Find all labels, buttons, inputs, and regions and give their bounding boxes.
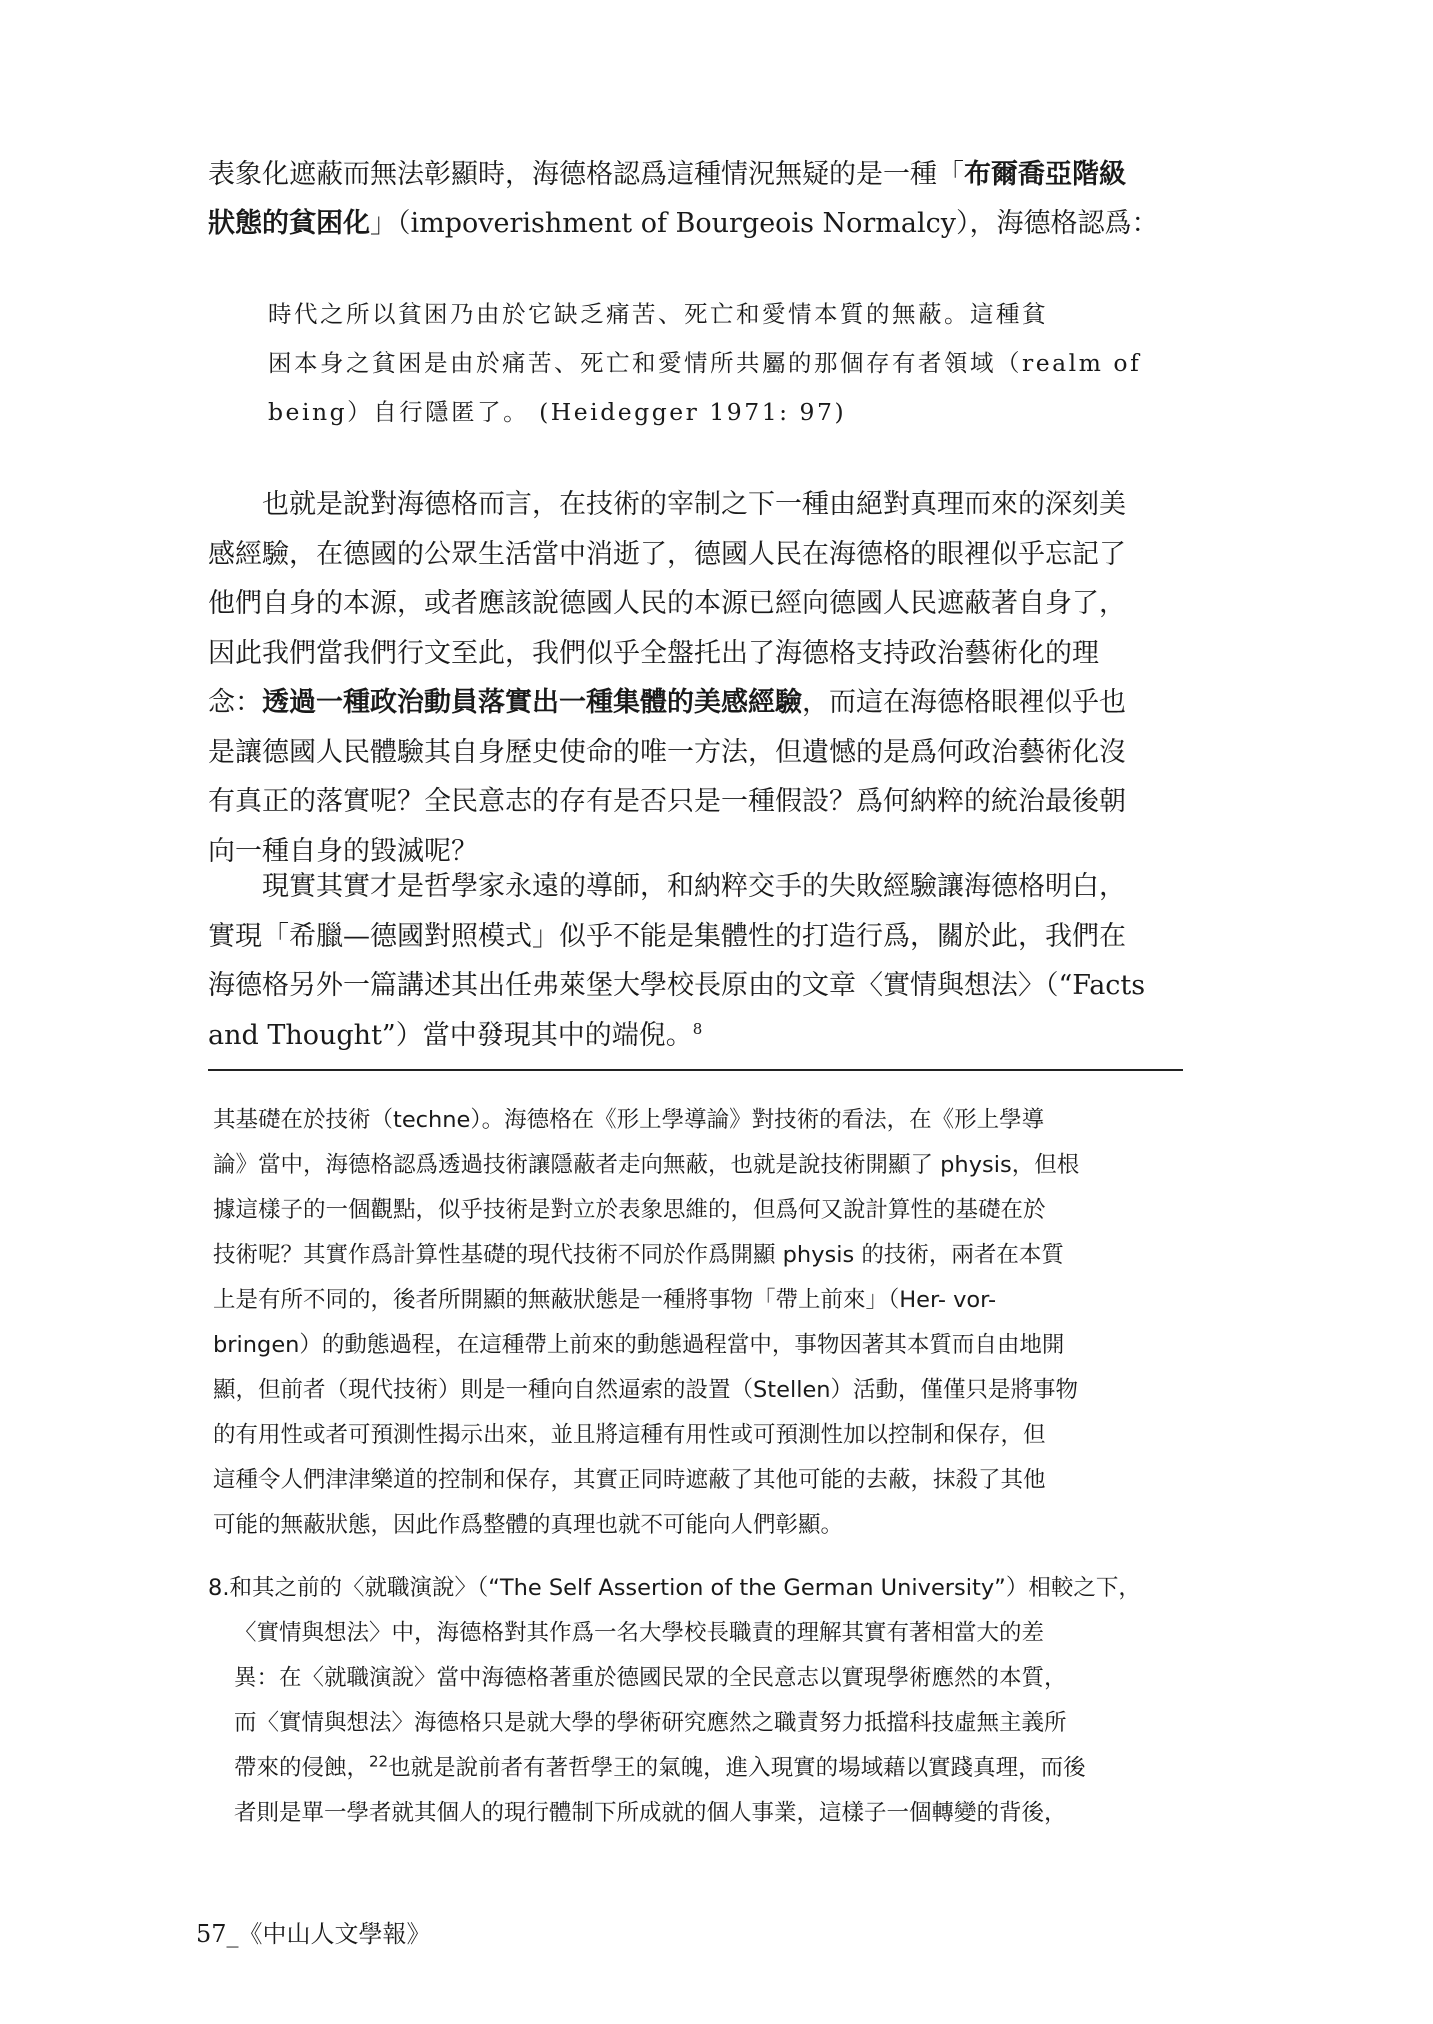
paragraph-line: 向一種自身的毀滅呢？	[208, 835, 478, 867]
footnote-line: 異：在〈就職演說〉當中海德格著重於德國民眾的全民意志以實現學術應然的本質，	[234, 1665, 1067, 1691]
body-paragraph-2	[208, 862, 1208, 1060]
footnote-line: 者則是單一學者就其個人的現行體制下所成就的個人事業，這樣子一個轉變的背後，	[234, 1800, 1067, 1826]
footnote-line: 帶來的侵蝕，$^{22}$也就是說前者有著哲學王的氣魄，進入現實的場域藉以實踐真理，而後	[234, 1752, 1086, 1781]
paragraph-line: 他們自身的本源，或者應該說德國人民的本源已經向德國人民遮蔽著自身了，	[208, 588, 1126, 619]
paragraph-line: 有真正的落實呢？全民意志的存有是否只是一種假設？爲何納粹的統治最後朝	[208, 786, 1126, 817]
footnote-line: 可能的無蔽狀態，因此作爲整體的真理也就不可能向人們彰顯。	[213, 1512, 844, 1538]
paragraph-line: 是讓德國人民體驗其自身歷史使命的唯一方法，但遺憾的是爲何政治藝術化沒	[208, 736, 1126, 768]
paragraph-line: and Thought”）當中發現其中的端倪。$^8$	[208, 1019, 703, 1051]
paragraph-line: 感經驗，在德國的公眾生活當中消逝了，德國人民在海德格的眼裡似乎忘記了	[208, 538, 1126, 570]
footnote-continuation	[213, 1098, 1193, 1548]
footnote-line: 〈實情與想法〉中，海德格對其作爲一名大學校長職責的理解其實有著相當大的差	[234, 1620, 1045, 1646]
paragraph-line: 也就是說對海德格而言，在技術的宰制之下一種由絕對真理而來的深刻美	[262, 489, 1126, 520]
intro-line-1: 表象化遮蔽而無法彰顯時，海德格認爲這種情況無疑的是一種「布爾喬亞階級	[208, 159, 1126, 190]
footnote-line: 的有用性或者可預測性揭示出來，並且將這種有用性或可預測性加以控制和保存，但	[213, 1422, 1046, 1448]
footnote-ref-22[interactable]: 22	[369, 1752, 389, 1771]
paragraph-line: 現實其實才是哲學家永遠的導師，和納粹交手的失敗經驗讓海德格明白，	[262, 871, 1126, 902]
footnote-line: 而〈實情與想法〉海德格只是就大學的學術研究應然之職責努力抵擋科技虛無主義所	[234, 1710, 1067, 1736]
footnote-line: 這種令人們津津樂道的控制和保存，其實正同時遮蔽了其他可能的去蔽，抹殺了其他	[213, 1467, 1046, 1493]
footnote-line: 顯，但前者（現代技術）則是一種向自然逼索的設置（Stellen）活動，僅僅只是將事物	[213, 1377, 1079, 1403]
footnote-line: 上是有所不同的，後者所開顯的無蔽狀態是一種將事物「帶上前來」（Her- vor-	[213, 1287, 997, 1313]
footnote-8	[208, 1566, 1193, 1836]
footnote-ref-8[interactable]: 8	[692, 1019, 703, 1038]
quote-line: 困本身之貧困是由於痛苦、死亡和愛情所共屬的那個存有者領域（realm of	[268, 349, 1142, 377]
paragraph-line: 因此我們當我們行文至此，我們似乎全盤托出了海德格支持政治藝術化的理	[208, 637, 1099, 669]
footnote-divider	[208, 1069, 1183, 1071]
body-paragraph-1	[208, 480, 1208, 876]
block-quote	[268, 290, 1208, 437]
paragraph-line: 念：透過一種政治動員落實出一種集體的美感經驗，而這在海德格眼裡似乎也	[208, 687, 1126, 718]
intro-paragraph	[208, 150, 1208, 248]
footnote-line: bringen）的動態過程，在這種帶上前來的動態過程當中，事物因著其本質而自由地開	[213, 1332, 1065, 1358]
footnote-line: 論》當中，海德格認爲透過技術讓隱蔽者走向無蔽，也就是說技術開顯了 physis，但根	[213, 1152, 1080, 1178]
footnote-line: 據這樣子的一個觀點，似乎技術是對立於表象思維的，但爲何又說計算性的基礎在於	[213, 1197, 1046, 1223]
footnote-line: 8.和其之前的〈就職演說〉（“The Self Assertion of the German University”）相較之下，	[208, 1575, 1141, 1601]
emphasis-bourgeois: 布爾喬亞階級	[964, 159, 1126, 190]
quote-line: being）自行隱匿了。 (Heidegger 1971: 97)	[268, 398, 847, 426]
page-footer: 57_《中山人文學報》	[196, 1920, 431, 1948]
footnote-line: 技術呢？其實作爲計算性基礎的現代技術不同於作爲開顯 physis 的技術，兩者在本質	[213, 1242, 1064, 1268]
emphasis-impoverishment: 狀態的貧困化	[208, 208, 370, 239]
paragraph-line: 海德格另外一篇講述其出任弗萊堡大學校長原由的文章〈實情與想法〉（“Facts	[208, 970, 1146, 1001]
quote-line: 時代之所以貧困乃由於它缺乏痛苦、死亡和愛情本質的無蔽。這種貧	[268, 300, 1048, 328]
emphasis-collective-aesthetic: 透過一種政治動員落實出一種集體的美感經驗	[262, 687, 802, 718]
paragraph-line: 實現「希臘—德國對照模式」似乎不能是集體性的打造行爲，關於此，我們在	[208, 920, 1126, 952]
intro-line-2: 狀態的貧困化」（impoverishment of Bourgeois Normalcy），海德格認爲：	[208, 208, 1159, 239]
footnote-line: 其基礎在於技術（techne）。海德格在《形上學導論》對技術的看法，在《形上學導	[213, 1107, 1045, 1133]
